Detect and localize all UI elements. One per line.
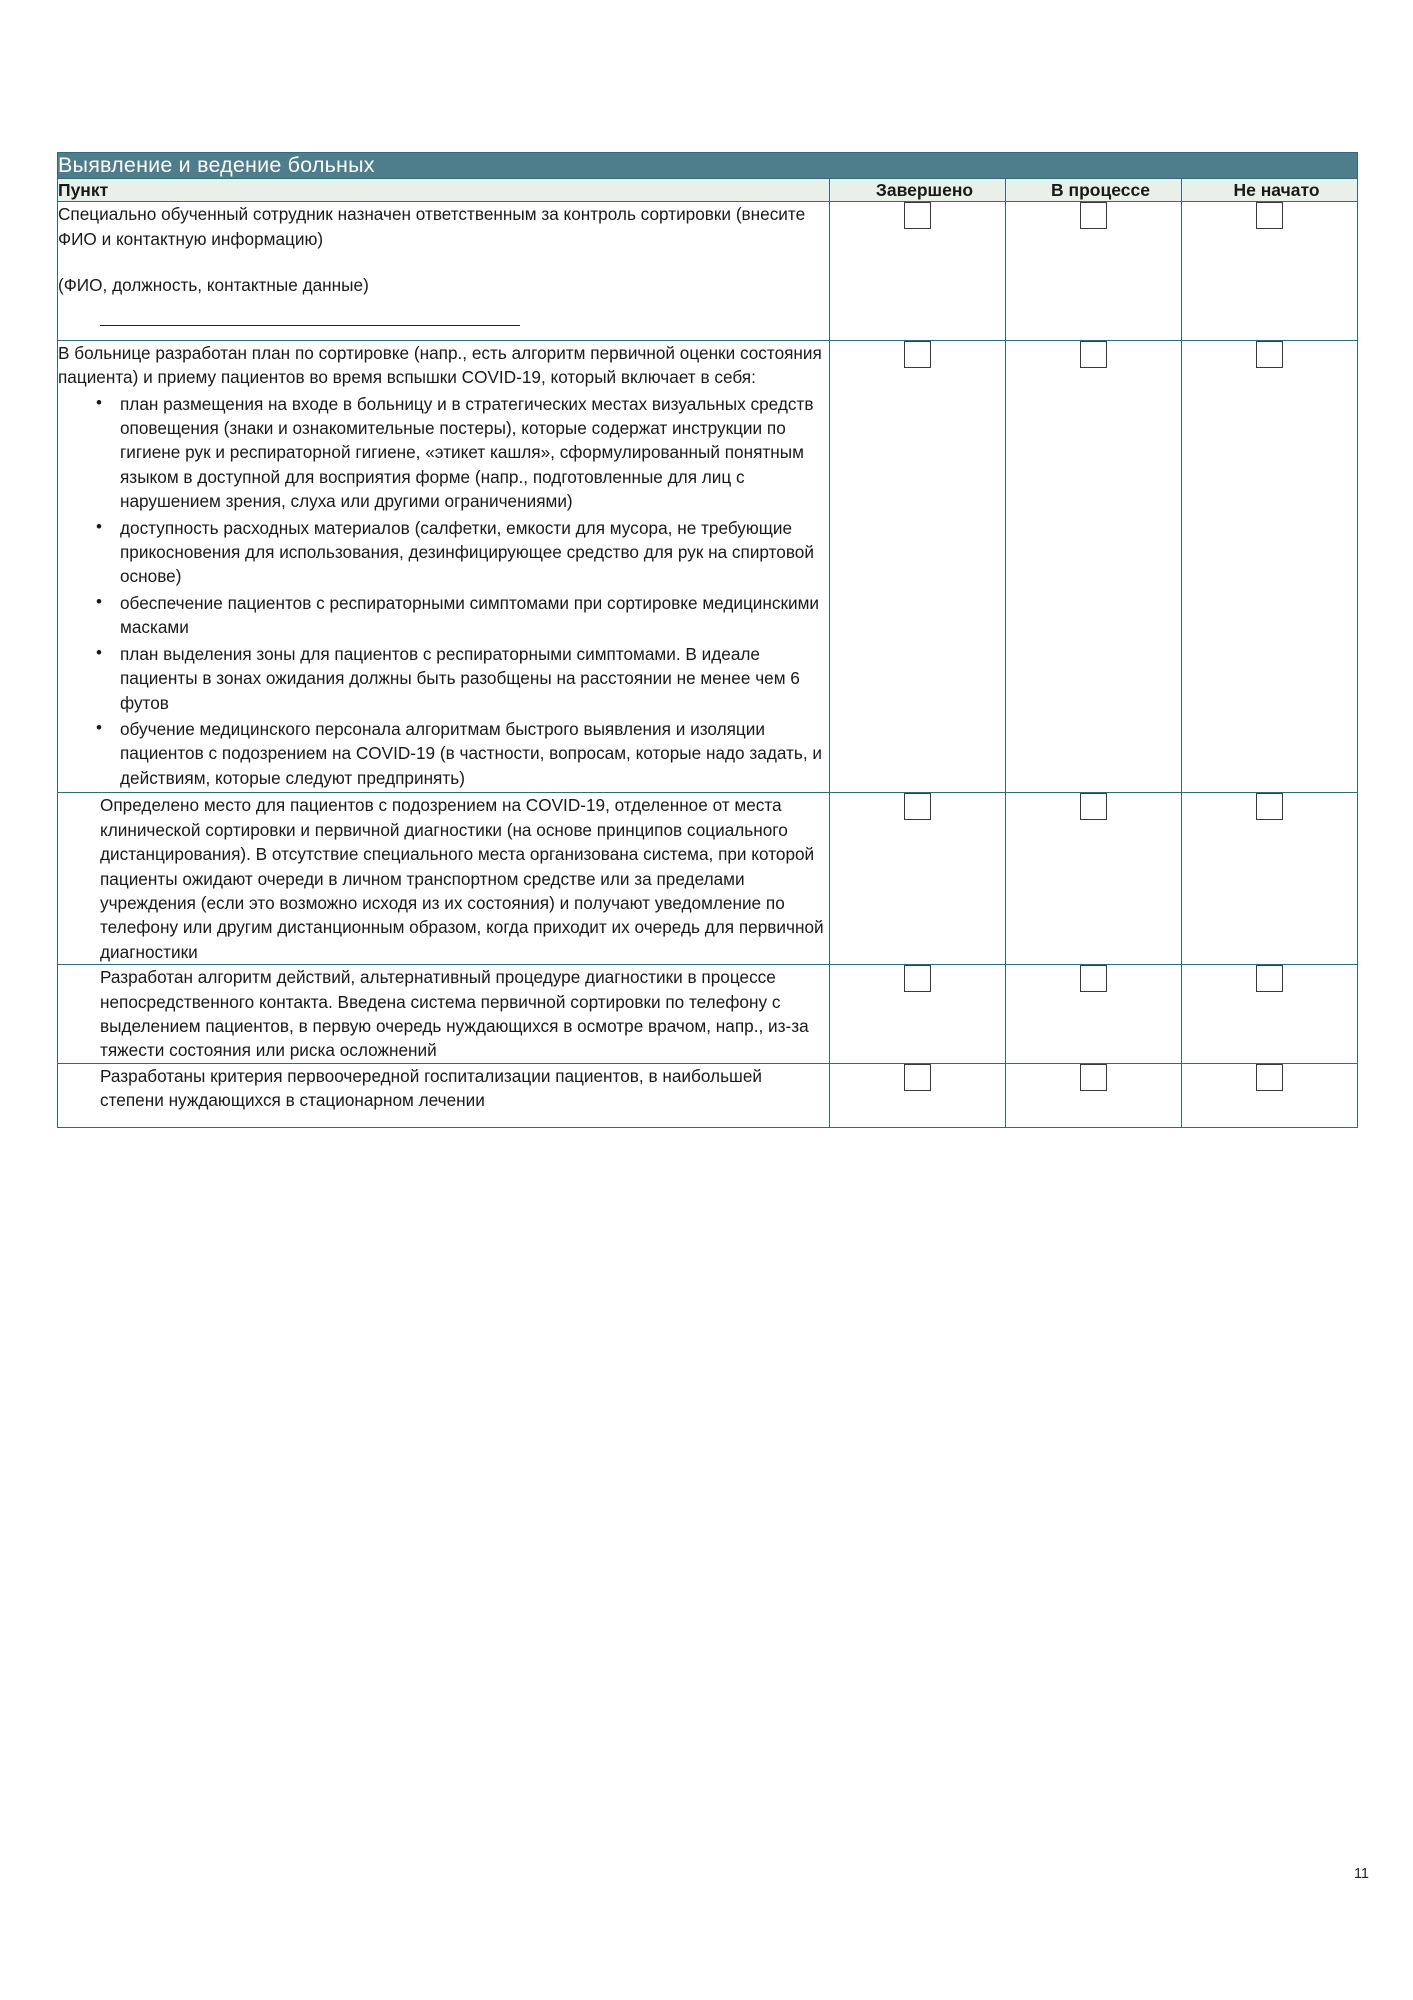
item-paragraph: Разработаны критерия первоочередной госпитализации пациентов, в наибольшей степени нуждающихся в стационарном лечении: [100, 1065, 762, 1111]
table-row: [58, 340, 1358, 793]
checkbox-cell-not-started[interactable]: [1182, 1063, 1358, 1127]
checkbox-icon[interactable]: [1256, 1064, 1283, 1091]
checkbox-icon[interactable]: [1080, 965, 1107, 992]
column-header-done: Завершено: [830, 179, 1006, 202]
checkbox-cell-done[interactable]: [830, 340, 1006, 793]
checklist-item-text: [58, 793, 830, 965]
checklist-table: [57, 152, 1358, 1128]
checkbox-cell-done[interactable]: [830, 202, 1006, 340]
checkbox-cell-in-progress[interactable]: [1006, 965, 1182, 1064]
table-row: [58, 1063, 1358, 1127]
item-paragraph: Специально обученный сотрудник назначен ответственным за контроль сортировки (внесите ФИО и контактную информацию): [58, 204, 806, 249]
checkbox-icon[interactable]: [1256, 965, 1283, 992]
checklist-item-text: [58, 965, 830, 1064]
checkbox-cell-in-progress[interactable]: [1006, 793, 1182, 965]
checkbox-icon[interactable]: [1256, 341, 1283, 368]
checklist-item-text: [58, 1063, 830, 1127]
checklist-item-text: [58, 202, 830, 340]
checkbox-cell-in-progress[interactable]: [1006, 340, 1182, 793]
checkbox-icon[interactable]: [1080, 1064, 1107, 1091]
column-header-item: Пункт: [58, 179, 830, 202]
item-bullet-list: [58, 392, 829, 791]
item-paragraph: В больнице разработан план по сортировке (напр., есть алгоритм первичной оценки состояния пациента) и приему пациентов во время вспышки COVID-19, который включает в себя:: [58, 342, 822, 388]
checkbox-icon[interactable]: [904, 793, 931, 820]
checkbox-cell-not-started[interactable]: [1182, 340, 1358, 793]
column-header-not-started: Не начато: [1182, 179, 1358, 202]
checkbox-cell-not-started[interactable]: [1182, 965, 1358, 1064]
checkbox-icon[interactable]: [1256, 202, 1283, 229]
checkbox-cell-not-started[interactable]: [1182, 202, 1358, 340]
checkbox-icon[interactable]: [904, 965, 931, 992]
table-row: [58, 965, 1358, 1064]
table-row: [58, 202, 1358, 340]
checkbox-cell-done[interactable]: [830, 793, 1006, 965]
item-paragraph: (ФИО, должность, контактные данные): [58, 275, 369, 296]
checklist-item-text: [58, 340, 830, 793]
checkbox-icon[interactable]: [1080, 341, 1107, 368]
checkbox-icon[interactable]: [904, 202, 931, 229]
list-item: • доступность расходных материалов (салфетки, емкости для мусора, не требующие прикосновения для использования, дезинфицирующее средство для рук на спиртовой основе): [120, 516, 829, 589]
list-item: • обучение медицинского персонала алгоритмам быстрого выявления и изоляции пациентов с подозрением на COVID-19 (в частности, вопросам, которые надо задать, и действиям, которые следуют предпринять): [120, 717, 829, 790]
item-paragraph: Разработан алгоритм действий, альтернативный процедуре диагностики в процессе непосредственного контакта. Введена система первичной сортировки по телефону с выделением пациентов, в первую очередь нуждающихся в осмотре врачом, напр., из-за тяжести состояния или риска осложнений: [100, 967, 809, 1061]
checkbox-icon[interactable]: [1080, 202, 1107, 229]
table-row: [58, 793, 1358, 965]
checkbox-icon[interactable]: [904, 1064, 931, 1091]
checkbox-icon[interactable]: [904, 341, 931, 368]
list-item: • обеспечение пациентов с респираторными симптомами при сортировке медицинскими масками: [120, 591, 829, 640]
item-paragraph: Определено место для пациентов с подозрением на COVID-19, отделенное от места клинической сортировки и первичной диагностики (на основе принципов социального дистанцирования). В отсутствие специального места организована система, при которой пациенты ожидают очереди в личном транспортном средстве или за пределами учреждения (если это возможно исходя из их состояния) и получают уведомление по телефону или другим дистанционным образом, когда приходит их очередь для первичной диагностики: [100, 795, 824, 962]
checkbox-icon[interactable]: [1080, 793, 1107, 820]
page-number: 11: [1353, 1866, 1369, 1882]
checkbox-cell-done[interactable]: [830, 1063, 1006, 1127]
checkbox-icon[interactable]: [1256, 793, 1283, 820]
checkbox-cell-in-progress[interactable]: [1006, 202, 1182, 340]
section-title-row: [58, 153, 1358, 179]
section-title: Выявление и ведение больных: [58, 153, 1358, 179]
checkbox-cell-not-started[interactable]: [1182, 793, 1358, 965]
list-item: • план выделения зоны для пациентов с респираторными симптомами. В идеале пациенты в зонах ожидания должны быть разобщены на расстоянии не менее чем 6 футов: [120, 642, 829, 715]
column-header-row: [58, 179, 1358, 202]
column-header-in-progress: В процессе: [1006, 179, 1182, 202]
checkbox-cell-done[interactable]: [830, 965, 1006, 1064]
checkbox-cell-in-progress[interactable]: [1006, 1063, 1182, 1127]
list-item: • план размещения на входе в больницу и в стратегических местах визуальных средств оповещения (знаки и ознакомительные постеры), которые содержат инструкции по гигиене рук и респираторной гигиене, «этикет кашля», сформулированный понятным языком в доступной для восприятия форме (напр., подготовленные для лиц с нарушением зрения, слуха или другими ограничениями): [120, 392, 829, 514]
